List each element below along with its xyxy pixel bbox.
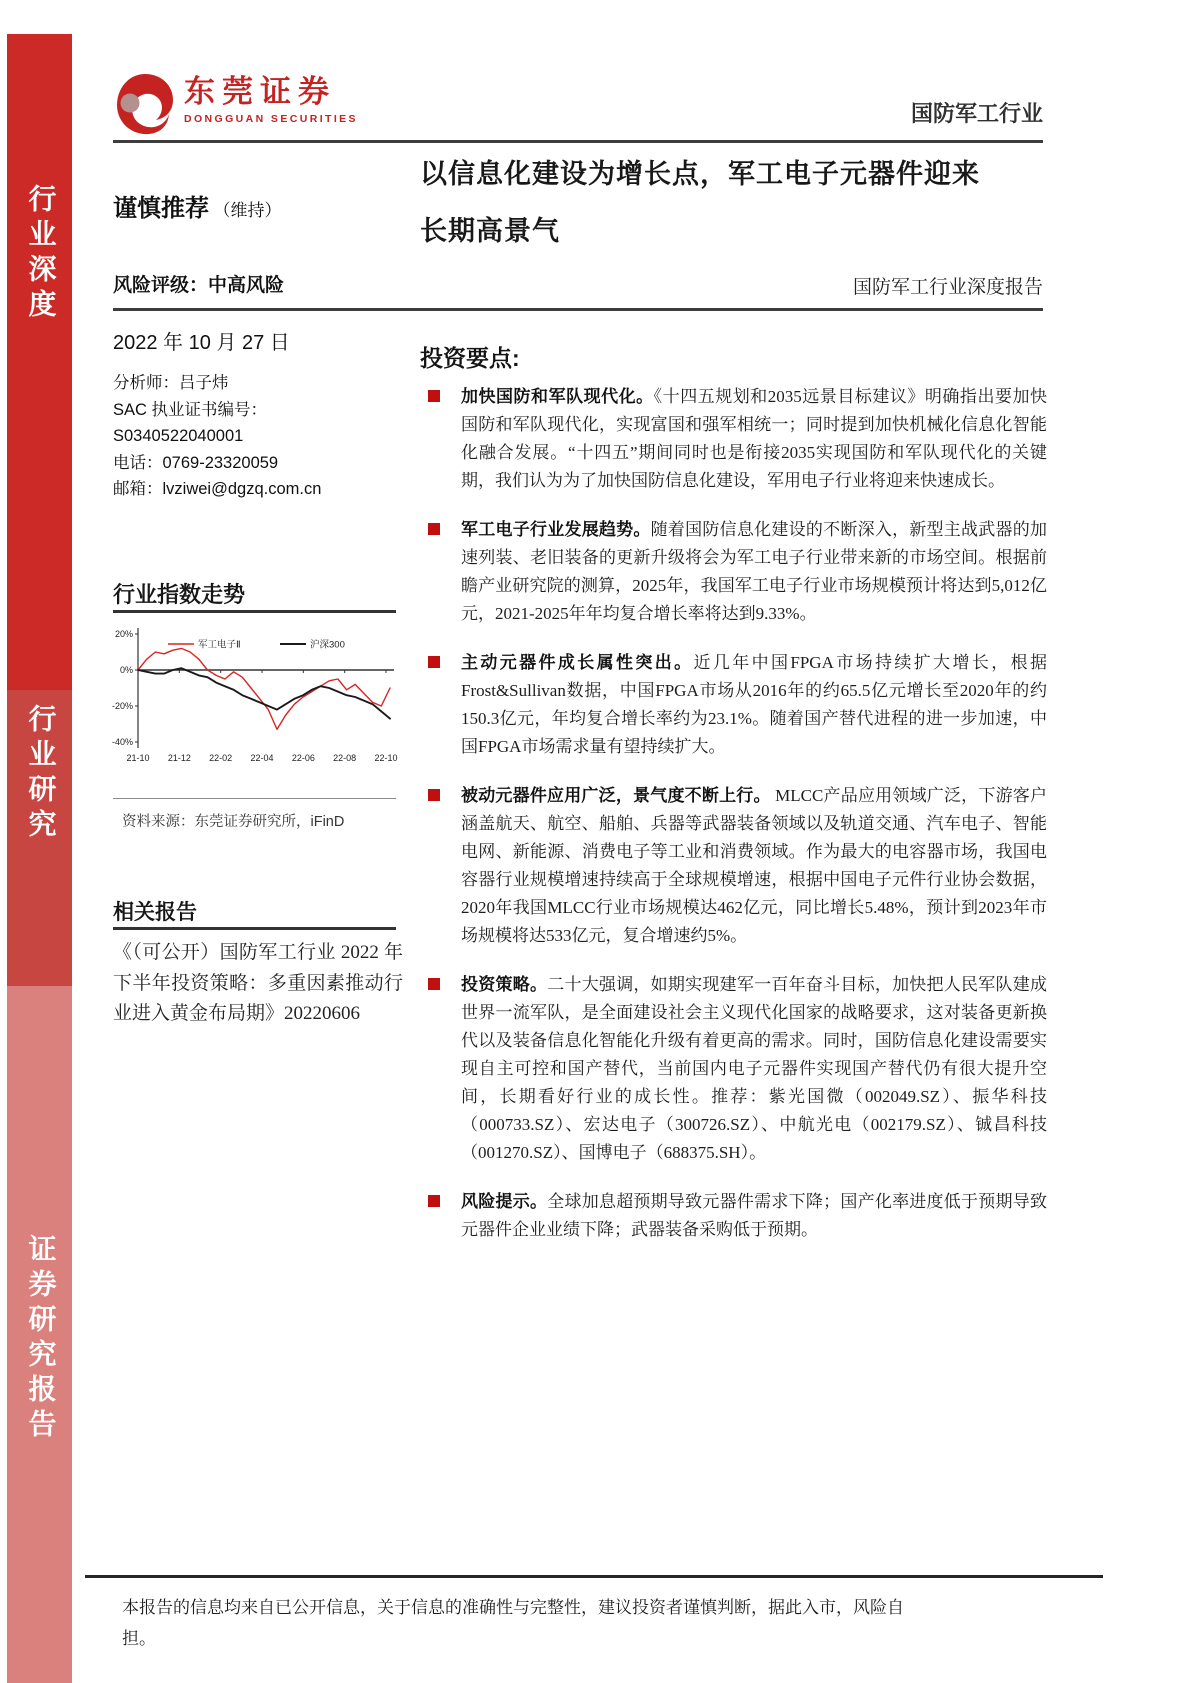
bullet-lead: 主动元器件成长属性突出。 xyxy=(461,653,694,672)
svg-text:21-10: 21-10 xyxy=(126,753,150,763)
brand-name-cn: 东莞证券 xyxy=(184,74,336,109)
analyst-name: 分析师：吕子炜 xyxy=(113,374,229,392)
bullet-marker xyxy=(428,390,440,402)
brand-swirl-icon xyxy=(115,72,175,141)
risk-rating: 风险评级：中高风险 xyxy=(113,275,285,296)
report-type: 国防军工行业深度报告 xyxy=(852,277,1043,298)
bullet-marker xyxy=(428,656,440,668)
chart-source: 资料来源：东莞证券研究所，iFinD xyxy=(122,814,345,830)
sidebar-tab-label: 行业研究 xyxy=(24,704,56,844)
bullet-text xyxy=(461,1188,1047,1244)
brand-logo xyxy=(184,74,358,125)
svg-text:-20%: -20% xyxy=(111,701,133,711)
bullet-lead: 投资策略。 xyxy=(461,975,548,994)
bullet-body: 《十四五规划和2035远景目标建议》明确指出要加快国防和军队现代化，实现富国和强军相统一；同时提到加快机械化信息化智能化融合发展。“十四五”期间同时也是衔接2035实现国防和军队现代化的关键期，我们认为为了加快国防信息化建设，军用电子行业将迎来快速成长。 xyxy=(461,387,1047,490)
page-title xyxy=(420,146,1052,260)
bullet-marker xyxy=(428,789,440,801)
rating-label: 谨慎推荐 xyxy=(113,195,209,222)
brand-name-en: DONGGUAN SECURITIES xyxy=(184,113,358,125)
sidebar-tab-label: 行业深度 xyxy=(24,184,56,324)
svg-text:军工电子Ⅱ: 军工电子Ⅱ xyxy=(198,639,241,651)
bullet-lead: 军工电子行业发展趋势。 xyxy=(461,520,651,539)
svg-text:沪深300: 沪深300 xyxy=(310,639,345,651)
bullet-text xyxy=(461,782,1047,950)
chart-source-divider xyxy=(113,798,396,799)
rating-suffix: （维持） xyxy=(213,201,282,220)
bullet-item xyxy=(420,971,1048,1167)
bullet-lead: 风险提示。 xyxy=(461,1192,548,1211)
key-points-title: 投资要点: xyxy=(420,345,520,371)
bullet-text xyxy=(461,971,1047,1167)
svg-text:0%: 0% xyxy=(119,665,133,675)
bullet-marker xyxy=(428,1195,440,1207)
svg-text:-40%: -40% xyxy=(111,737,133,747)
bullet-item xyxy=(420,649,1048,761)
svg-text:22-02: 22-02 xyxy=(209,753,233,763)
index-chart-wrap xyxy=(110,622,402,777)
related-report-item: 《（可公开）国防军工行业 2022 年下半年投资策略：多重因素推动行业进入黄金布局期》20220606 xyxy=(113,942,403,1024)
index-chart xyxy=(110,622,402,772)
sidebar-tab-industry-depth xyxy=(7,34,72,690)
bullet-item xyxy=(420,782,1048,950)
analyst-block xyxy=(113,370,321,503)
bullet-body: MLCC产品应用领域广泛，下游客户涵盖航天、航空、船舶、兵器等武器装备领域以及轨道交通、汽车电子、智能电网、新能源、消费电子等工业和消费领域。作为最大的电容器市场，我国电容器行业规模增速持续高于全球规模增速，根据中国电子元件行业协会数据，2020年我国MLCC行业市场规模达462亿元，同比增长5.48%，预计到2023年市场规模将达533亿元，复合增速约5%。 xyxy=(461,786,1048,945)
footer-divider xyxy=(85,1575,1103,1578)
key-points-list xyxy=(420,383,1048,1265)
bullet-body: 全球加息超预期导致元器件需求下降；国产化率进度低于预期导致元器件企业业绩下降；武器装备采购低于预期。 xyxy=(461,1192,1048,1239)
sidebar-tab-label: 证券研究报告 xyxy=(24,1234,56,1444)
report-date: 2022 年 10 月 27 日 xyxy=(113,332,290,354)
analyst-sac-number: S0340522040001 xyxy=(113,427,244,445)
bullet-lead: 加快国防和军队现代化。 xyxy=(461,387,654,406)
svg-text:22-08: 22-08 xyxy=(333,753,357,763)
bullet-marker xyxy=(428,978,440,990)
bullet-text xyxy=(461,516,1047,628)
bullet-text xyxy=(461,649,1047,761)
bullet-body: 二十大强调，如期实现建军一百年奋斗目标，加快把人民军队建成世界一流军队，是全面建设社会主义现代化国家的战略要求，这对装备更新换代以及装备信息化智能化升级有着更高的需求。同时，国防信息化建设需要实现自主可控和国产替代，当前国内电子元器件实现国产替代仍有很大提升空间，长期看好行业的成长性。推荐：紫光国微（002049.SZ）、振华科技（000733.SZ）、宏达电子（300726.SZ）、中航光电（002179.SZ）、铖昌科技（001270.SZ）、国博电子（688375.SH）。 xyxy=(461,975,1048,1162)
disclaimer-text: 本报告的信息均来自已公开信息，关于信息的准确性与完整性，建议投资者谨慎判断，据此入市，风险自担。 xyxy=(122,1598,904,1648)
bullet-item xyxy=(420,516,1048,628)
bullet-lead: 被动元器件应用广泛，景气度不断上行。 xyxy=(461,786,771,805)
svg-text:20%: 20% xyxy=(114,629,133,639)
industry-tag: 国防军工行业 xyxy=(910,101,1043,126)
svg-text:21-12: 21-12 xyxy=(167,753,191,763)
bullet-marker xyxy=(428,523,440,535)
related-reports-title: 相关报告 xyxy=(113,901,197,924)
bullet-text xyxy=(461,383,1047,495)
related-reports-underline xyxy=(113,927,396,930)
chart-title: 行业指数走势 xyxy=(113,582,246,607)
bullet-item xyxy=(420,383,1048,495)
sidebar-tab-securities-report xyxy=(7,986,72,1683)
bullet-body: 近几年中国FPGA市场持续扩大增长，根据Frost&Sullivan数据，中国FPGA市场从2016年的约65.5亿元增长至2020年的约150.3亿元，年均复合增长率约为23.1%。随着国产替代进程的进一步加速，中国FPGA市场需求量有望持续扩大。 xyxy=(461,653,1047,756)
analyst-phone: 电话：0769-23320059 xyxy=(113,453,279,472)
svg-text:22-10: 22-10 xyxy=(374,753,398,763)
page-title-line-2: 长期高景气 xyxy=(420,216,560,246)
analyst-sac-label: SAC 执业证书编号： xyxy=(113,400,268,419)
bullet-item xyxy=(420,1188,1048,1244)
svg-text:22-06: 22-06 xyxy=(291,753,315,763)
analyst-email: 邮箱：lvziwei@dgzq.com.cn xyxy=(113,480,322,498)
svg-text:22-04: 22-04 xyxy=(250,753,274,763)
page-title-line-1: 以信息化建设为增长点，军工电子元器件迎来 xyxy=(420,159,980,189)
chart-title-underline xyxy=(113,610,396,613)
sidebar-tab-industry-research xyxy=(7,690,72,986)
rating xyxy=(113,188,281,223)
header-divider xyxy=(113,140,1043,143)
bullet-body: 随着国防信息化建设的不断深入，新型主战武器的加速列装、老旧装备的更新升级将会为军工电子行业带来新的市场空间。根据前瞻产业研究院的测算，2025年，我国军工电子行业市场规模预计将达到5,012亿元，2021-2025年年均复合增长率将达到9.33%。 xyxy=(461,520,1048,623)
section-divider xyxy=(113,308,1043,311)
